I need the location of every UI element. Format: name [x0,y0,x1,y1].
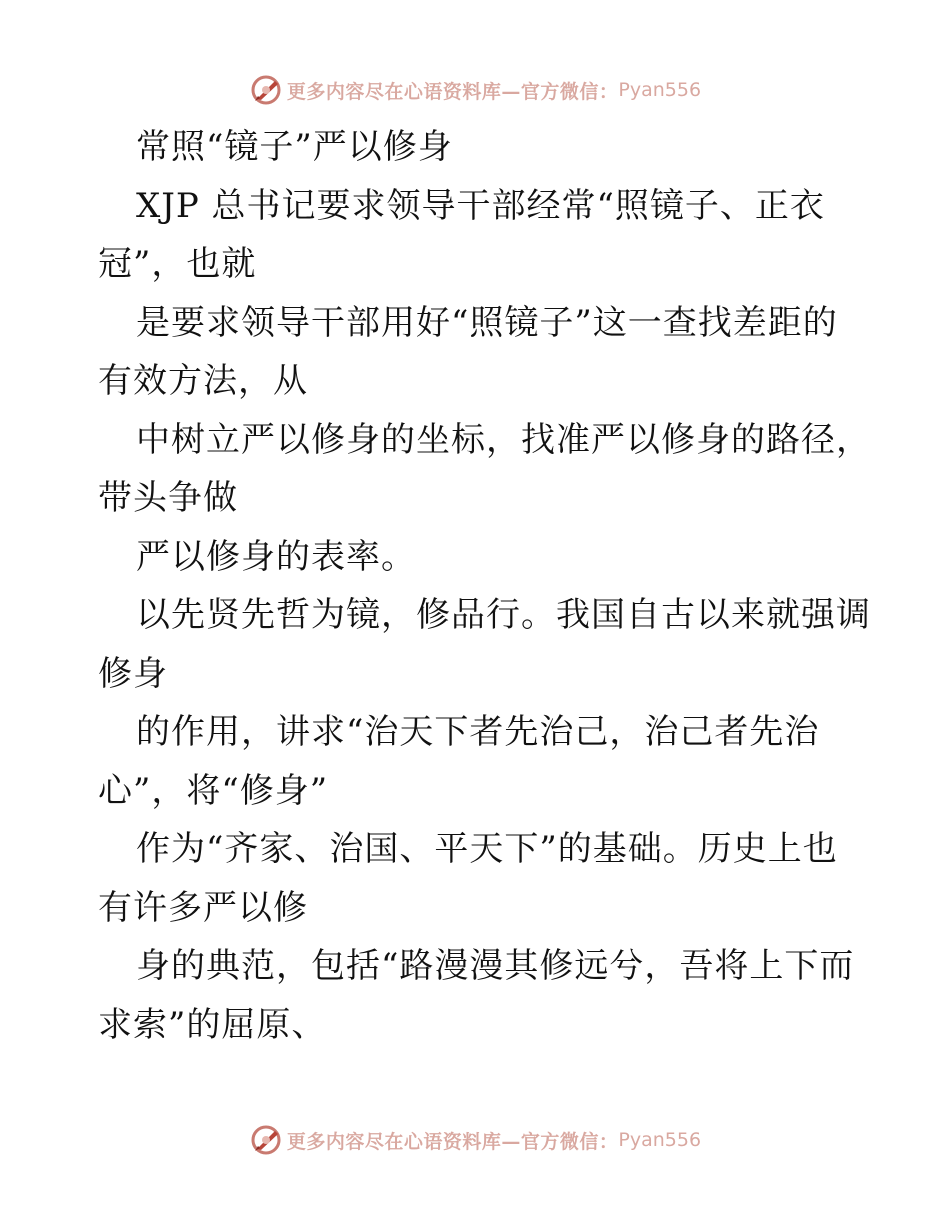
doc-line: 修身 [98,653,168,694]
footer-banner [0,1120,950,1160]
doc-line: 以先贤先哲为镜，修品行。我国自古以来就强调 [136,595,871,635]
doc-line: 求索”的屈原、 [98,1004,327,1045]
doc-line: 的作用，讲求“治天下者先治己，治己者先治 [136,712,820,752]
doc-line: 是要求领导干部用好“照镜子”这一查找差距的 [136,302,838,343]
footer-banner-text: 更多内容尽在心语资料库—官方微信： [286,1130,619,1153]
doc-line: 心”，将“修身” [98,770,329,811]
doc-line: 中树立严以修身的坐标，找准严以修身的路径， [136,419,871,460]
quill-logo-icon [249,73,283,107]
doc-line: 冠”，也就 [98,244,257,284]
doc-line: 作为“齐家、治国、平天下”的基础。历史上也 [136,829,838,869]
header-banner-wechat: Pyan556 [618,79,702,101]
header-banner-text: 更多内容尽在心语资料库—官方微信： [286,80,619,103]
doc-line: 身的典范，包括“路漫漫其修远兮，吾将上下而 [136,946,855,986]
footer-banner-wechat: Pyan556 [618,1129,702,1151]
doc-line: 有效方法，从 [98,361,308,401]
doc-line: 有许多严以修 [98,887,308,928]
quill-logo-icon [249,1123,283,1157]
doc-line: 严以修身的表率。 [136,536,416,577]
doc-title: 常照“镜子”严以修身 [136,127,453,167]
doc-line: 带头争做 [98,478,238,518]
doc-line: XJP 总书记要求领导干部经常“照镜子、正衣 [136,185,825,226]
document-body [98,118,898,1054]
header-banner [0,70,950,110]
